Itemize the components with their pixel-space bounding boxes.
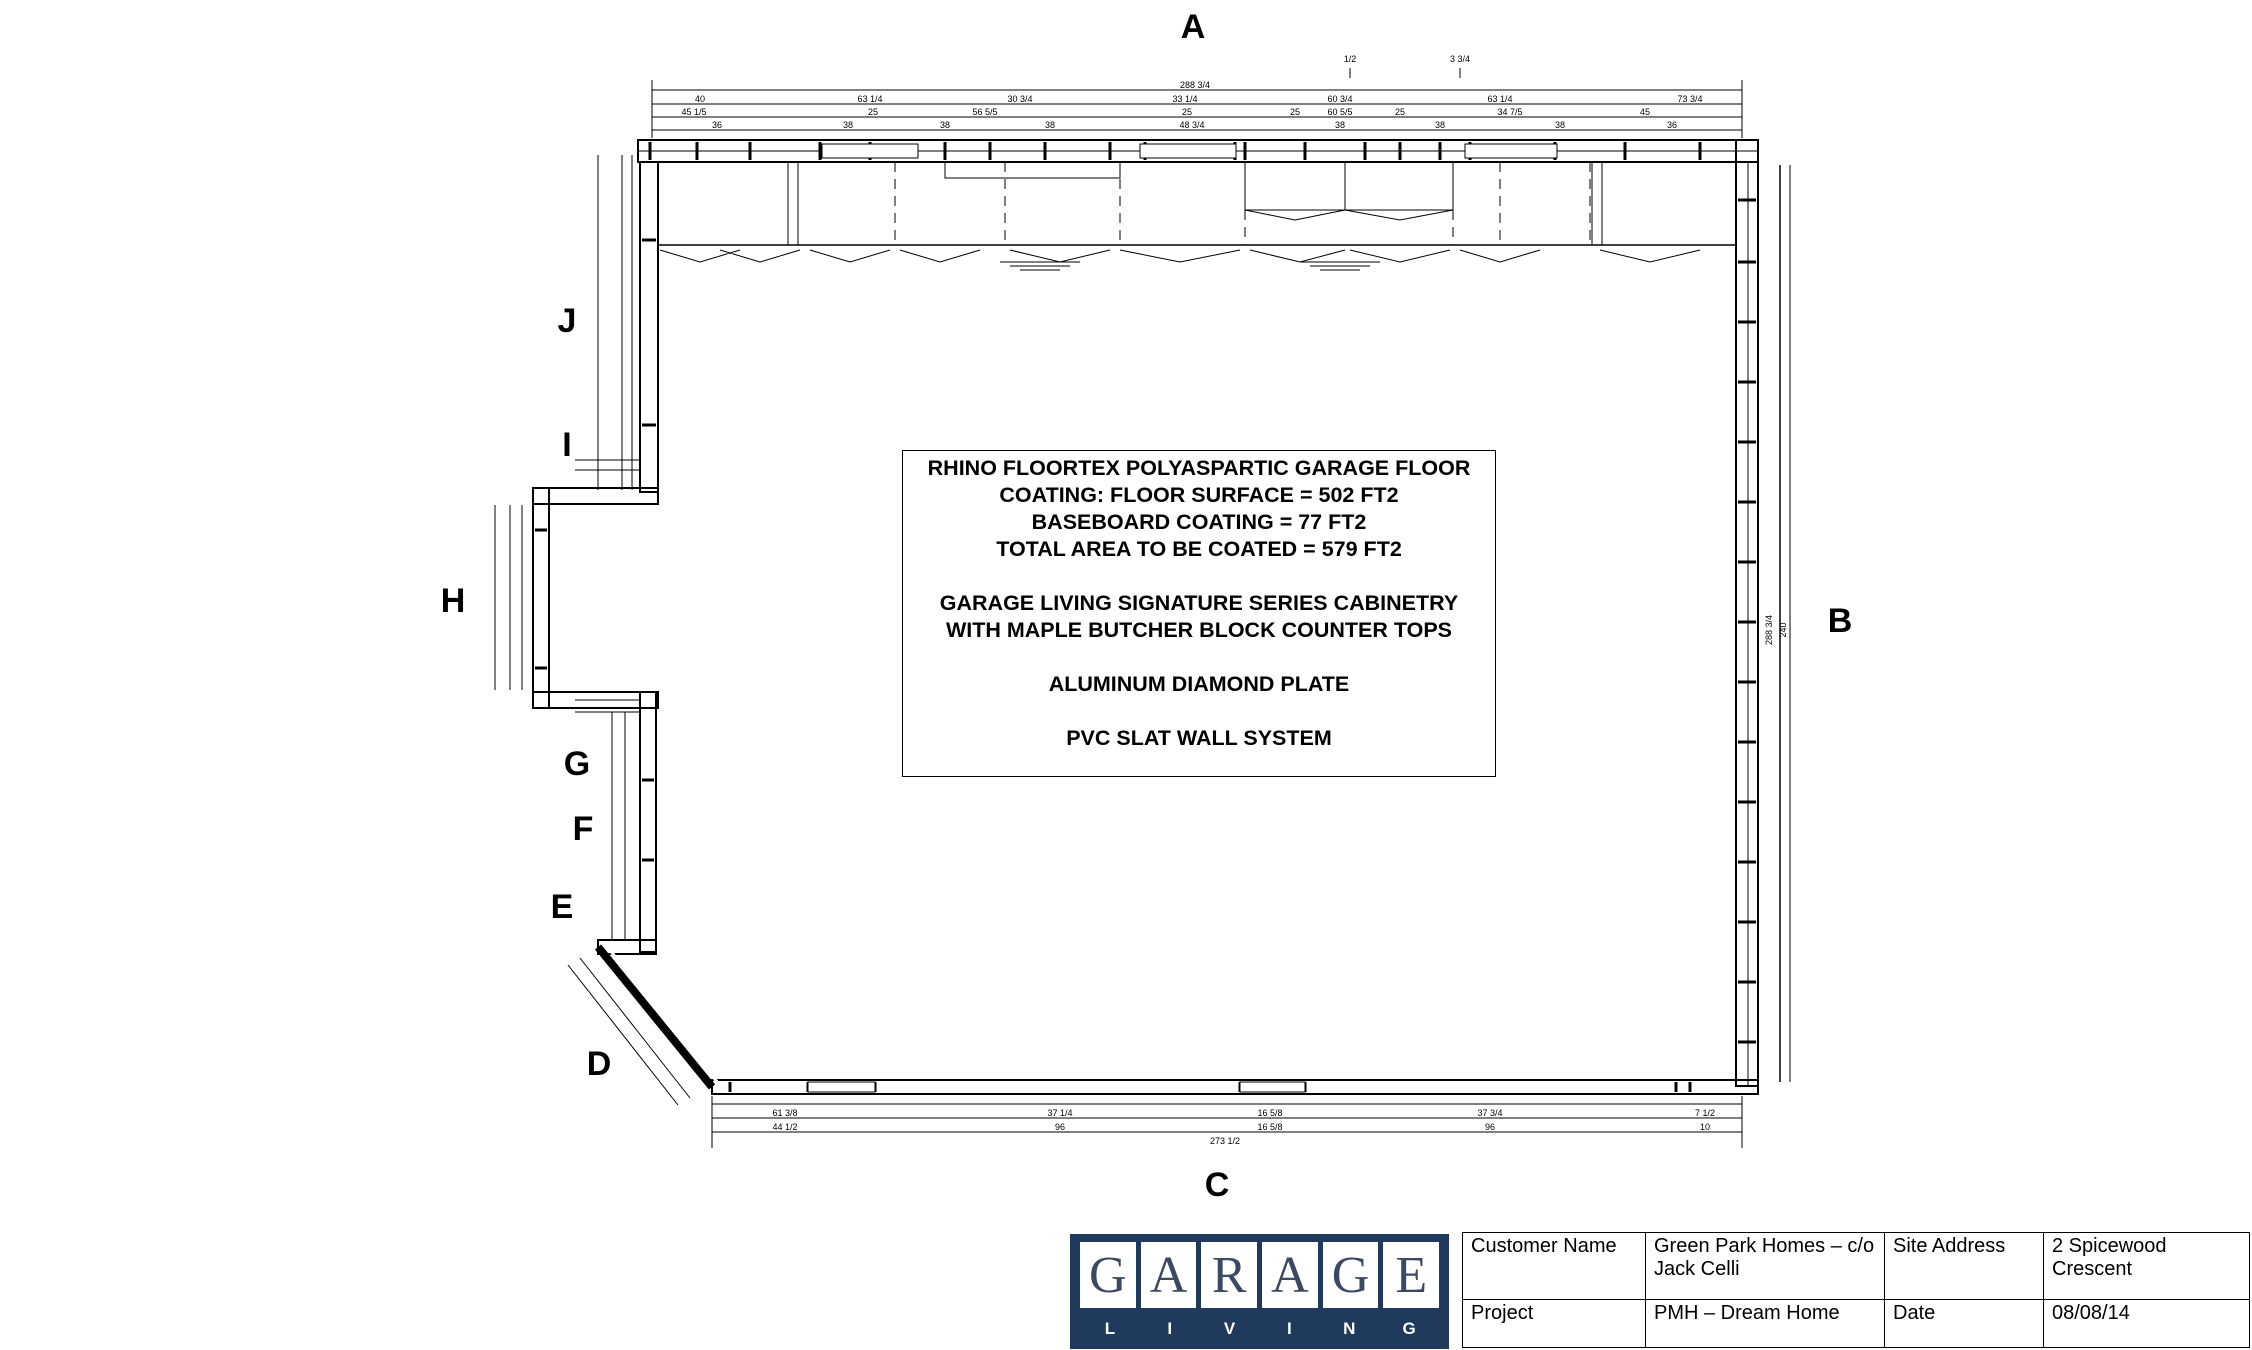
svg-text:25: 25 bbox=[867, 107, 879, 117]
svg-text:30 3/4: 30 3/4 bbox=[1007, 94, 1033, 104]
title-block-table bbox=[1462, 1232, 2250, 1348]
svg-text:63 1/4: 63 1/4 bbox=[1487, 94, 1513, 104]
title-block-row bbox=[1463, 1233, 2250, 1300]
svg-text:240: 240 bbox=[1778, 622, 1788, 638]
wall-label-e: E bbox=[550, 888, 574, 926]
svg-text:38: 38 bbox=[1334, 120, 1346, 130]
svg-text:36: 36 bbox=[711, 120, 723, 130]
svg-text:16 5/8: 16 5/8 bbox=[1257, 1108, 1283, 1118]
svg-text:44 1/2: 44 1/2 bbox=[772, 1122, 798, 1132]
svg-text:45: 45 bbox=[1639, 107, 1651, 117]
wall-label-b: B bbox=[1827, 602, 1853, 640]
svg-text:38: 38 bbox=[1044, 120, 1056, 130]
date-label: Date bbox=[1885, 1299, 2044, 1347]
svg-text:40: 40 bbox=[694, 94, 706, 104]
note-floor-surface: COATING: FLOOR SURFACE = 502 FT2 bbox=[999, 483, 1399, 507]
garage-living-logo: G A R A G E L I V I N G bbox=[1070, 1234, 1449, 1349]
svg-text:60 5/5: 60 5/5 bbox=[1327, 107, 1353, 117]
note-countertops: WITH MAPLE BUTCHER BLOCK COUNTER TOPS bbox=[945, 618, 1453, 642]
svg-text:10: 10 bbox=[1699, 1122, 1711, 1132]
note-cabinetry: GARAGE LIVING SIGNATURE SERIES CABINETRY bbox=[939, 591, 1459, 615]
svg-text:37 1/4: 37 1/4 bbox=[1047, 1108, 1073, 1118]
svg-text:96: 96 bbox=[1054, 1122, 1066, 1132]
svg-text:48 3/4: 48 3/4 bbox=[1179, 120, 1205, 130]
svg-text:1/2: 1/2 bbox=[1343, 54, 1357, 64]
svg-text:38: 38 bbox=[1554, 120, 1566, 130]
svg-text:38: 38 bbox=[1434, 120, 1446, 130]
wall-label-i: I bbox=[562, 426, 572, 464]
svg-text:34 7/5: 34 7/5 bbox=[1497, 107, 1523, 117]
svg-text:33 1/4: 33 1/4 bbox=[1172, 94, 1198, 104]
svg-text:37 3/4: 37 3/4 bbox=[1477, 1108, 1503, 1118]
project-notes-box bbox=[902, 450, 1496, 777]
note-baseboard: BASEBOARD COATING = 77 FT2 bbox=[1031, 510, 1367, 534]
wall-label-a: A bbox=[1180, 8, 1206, 46]
wall-j bbox=[640, 162, 658, 492]
svg-text:16 5/8: 16 5/8 bbox=[1257, 1122, 1283, 1132]
note-diamond-plate: ALUMINUM DIAMOND PLATE bbox=[1048, 672, 1350, 696]
wall-b bbox=[1736, 140, 1758, 1086]
svg-text:96: 96 bbox=[1484, 1122, 1496, 1132]
wall-label-j: J bbox=[557, 302, 577, 340]
date-value: 08/08/14 bbox=[2044, 1299, 2250, 1347]
svg-text:63 1/4: 63 1/4 bbox=[857, 94, 883, 104]
dim-bottom-overall: 273 1/2 bbox=[1209, 1136, 1241, 1146]
wall-d bbox=[598, 947, 712, 1087]
customer-name-label: Customer Name bbox=[1463, 1233, 1646, 1300]
svg-text:38: 38 bbox=[842, 120, 854, 130]
svg-text:25: 25 bbox=[1289, 107, 1301, 117]
dim-top-overall: 288 3/4 bbox=[1179, 80, 1211, 90]
svg-text:25: 25 bbox=[1181, 107, 1193, 117]
wall-label-c: C bbox=[1204, 1166, 1230, 1204]
title-block-row bbox=[1463, 1299, 2250, 1347]
wall-label-f: F bbox=[572, 810, 594, 848]
svg-text:45 1/5: 45 1/5 bbox=[681, 107, 707, 117]
project-label: Project bbox=[1463, 1299, 1646, 1347]
cabinetry bbox=[658, 162, 1736, 270]
customer-name-value: Green Park Homes – c/o Jack Celli bbox=[1646, 1233, 1885, 1300]
svg-text:56 5/5: 56 5/5 bbox=[972, 107, 998, 117]
svg-text:36: 36 bbox=[1666, 120, 1678, 130]
svg-text:288 3/4: 288 3/4 bbox=[1764, 614, 1774, 646]
note-slatwall: PVC SLAT WALL SYSTEM bbox=[1066, 726, 1332, 750]
site-address-value: 2 Spicewood Crescent bbox=[2044, 1233, 2250, 1300]
note-total-area: TOTAL AREA TO BE COATED = 579 FT2 bbox=[996, 537, 1402, 561]
svg-text:25: 25 bbox=[1394, 107, 1406, 117]
site-address-label: Site Address bbox=[1885, 1233, 2044, 1300]
svg-text:73 3/4: 73 3/4 bbox=[1677, 94, 1703, 104]
svg-text:38: 38 bbox=[939, 120, 951, 130]
wall-label-g: G bbox=[563, 745, 591, 783]
wall-label-d: D bbox=[586, 1045, 612, 1083]
svg-text:7 1/2: 7 1/2 bbox=[1694, 1108, 1716, 1118]
svg-text:3 3/4: 3 3/4 bbox=[1449, 54, 1471, 64]
svg-text:61 3/8: 61 3/8 bbox=[772, 1108, 798, 1118]
note-floor-coating: RHINO FLOORTEX POLYASPARTIC GARAGE FLOOR bbox=[927, 456, 1471, 480]
svg-text:60 3/4: 60 3/4 bbox=[1327, 94, 1353, 104]
wall-h bbox=[533, 488, 549, 708]
project-value: PMH – Dream Home bbox=[1646, 1299, 1885, 1347]
wall-f bbox=[640, 692, 656, 952]
wall-label-h: H bbox=[440, 582, 466, 620]
